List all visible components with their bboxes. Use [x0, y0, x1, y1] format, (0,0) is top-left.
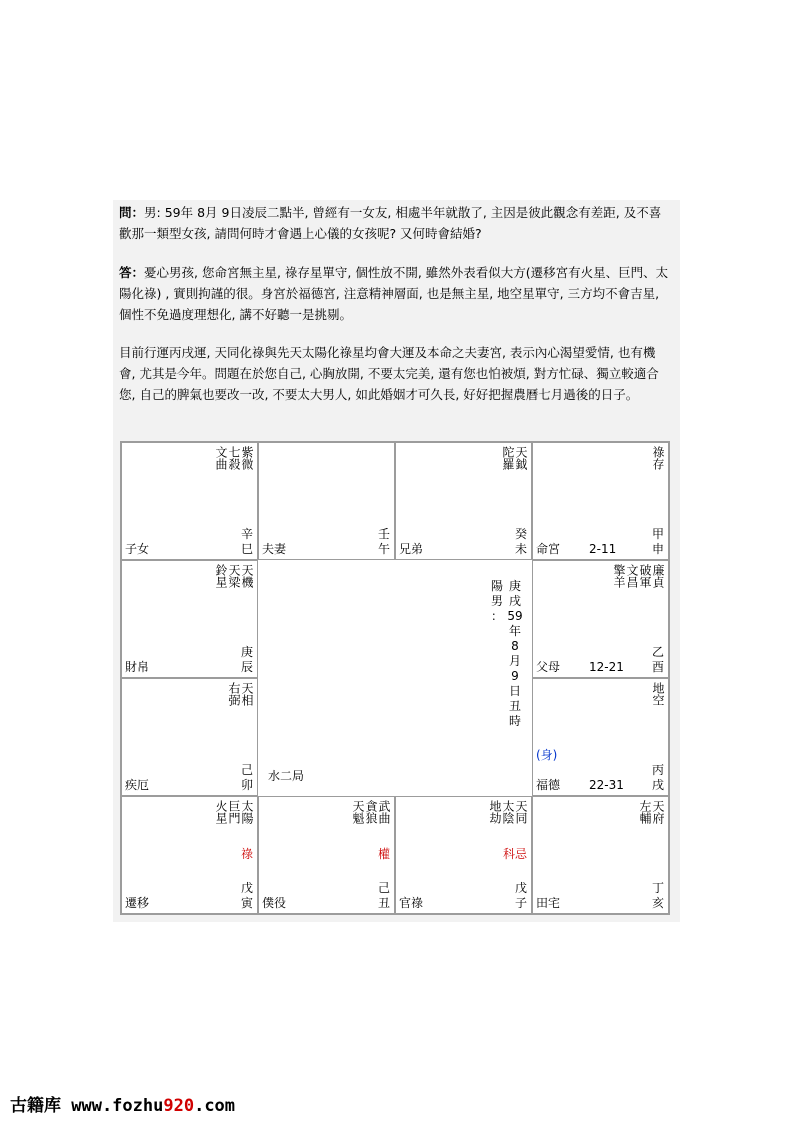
palace-name: 夫妻	[262, 542, 287, 556]
palace-stars	[215, 564, 253, 588]
heavenly-stem: 壬	[378, 527, 391, 541]
stem-branch	[241, 645, 253, 675]
star-name: 文昌	[625, 564, 639, 588]
star-name: 天同	[514, 800, 528, 824]
palace-stars	[228, 682, 253, 706]
palace-name: 田宅	[536, 896, 561, 910]
star-name: 天鉞	[514, 446, 528, 470]
site-name: 古籍库 www.fozhu	[10, 1096, 164, 1116]
heavenly-stem: 庚	[241, 645, 254, 659]
transformation-badge: 祿	[240, 847, 253, 861]
palace-chen	[121, 560, 258, 678]
palace-xu	[532, 678, 669, 796]
star-name: 祿存	[651, 446, 665, 470]
star-name: 擎羊	[612, 564, 626, 588]
stem-branch	[652, 645, 664, 675]
star-name: 右弼	[227, 682, 241, 706]
transformation-badge: 權	[377, 847, 390, 861]
earthly-branch: 辰	[241, 660, 254, 674]
heavenly-stem: 己	[378, 881, 391, 895]
site-number: 920	[163, 1096, 195, 1116]
heavenly-stem: 甲	[652, 527, 665, 541]
palace-stars	[613, 564, 664, 588]
palace-stars	[639, 800, 664, 824]
stem-branch	[652, 881, 664, 911]
palace-name: 父母	[536, 660, 561, 674]
question-label: 問：	[119, 205, 145, 220]
earthly-branch: 申	[652, 542, 665, 556]
palace-name: 命宮	[536, 542, 561, 556]
star-name: 紫微	[240, 446, 254, 470]
star-name: 陀羅	[501, 446, 515, 470]
stem-branch	[241, 881, 253, 911]
palace-zi	[395, 796, 532, 914]
earthly-branch: 亥	[652, 896, 665, 910]
earthly-branch: 未	[515, 542, 528, 556]
earthly-branch: 巳	[241, 542, 254, 556]
stem-branch	[378, 527, 390, 557]
decade-age-range: 22-31	[589, 778, 624, 792]
star-name: 天相	[240, 682, 254, 706]
advice-paragraph: 目前行運丙戌運, 天同化祿與先天太陽化祿星均會大運及本命之夫妻宮, 表示內心渴望愛情, 也有機會, 尤其是今年。問題在於您自己, 心胸放開, 不要太完美, 還有您也怕被煩, 對方忙碌、獨立較適合您, 自己的脾氣也要改一改, 不要太大男人, 如此婚姻才可久長, 好好把握農曆七月過後的日子。	[119, 345, 659, 402]
stem-branch	[241, 763, 253, 793]
star-name: 鈴星	[214, 564, 228, 588]
palace-stars	[502, 446, 527, 470]
decade-age-range: 2-11	[589, 542, 617, 556]
star-name: 破軍	[638, 564, 652, 588]
answer-paragraph	[119, 262, 671, 325]
transformation-badge: 科忌	[502, 847, 527, 861]
star-name: 貪狼	[364, 800, 378, 824]
stem-branch	[652, 527, 664, 557]
palace-name: 疾厄	[125, 778, 150, 792]
palace-hai	[532, 796, 669, 914]
palace-name: 遷移	[125, 896, 150, 910]
earthly-branch: 子	[515, 896, 528, 910]
palace-yin	[121, 796, 258, 914]
palace-si	[121, 442, 258, 560]
heavenly-stem: 戊	[241, 881, 254, 895]
answer-text: 憂心男孩, 您命宮無主星, 祿存星單守, 個性放不開, 雖然外表看似大方(遷移宮有火星、巨門、太陽化祿) , 實則拘謹的很。身宮於福德宮, 注意精神層面, 也是無主星, 地空星單守, 三方均不會吉星, 個性不免過度理想化, 講不好聽一是挑剔。	[119, 265, 669, 322]
ziwei-chart	[120, 441, 670, 915]
star-name: 武曲	[377, 800, 391, 824]
palace-name: 子女	[125, 542, 150, 556]
palace-stars	[215, 446, 253, 470]
star-name: 太陰	[501, 800, 515, 824]
star-name: 天魁	[351, 800, 365, 824]
star-name: 七殺	[227, 446, 241, 470]
star-name: 天機	[240, 564, 254, 588]
question-text: 男: 59年 8月 9日凌辰二點半, 曾經有一女友, 相處半年就散了, 主因是彼此觀念有差距, 及不喜歡那一類型女孩, 請問何時才會遇上心儀的女孩呢? 又何時會結婚?	[119, 205, 662, 241]
palace-wu	[258, 442, 395, 560]
star-name: 巨門	[227, 800, 241, 824]
star-name: 地劫	[488, 800, 502, 824]
star-name: 太陽	[240, 800, 254, 824]
palace-name: 兄弟	[399, 542, 424, 556]
palace-wei	[395, 442, 532, 560]
palace-stars	[489, 800, 527, 824]
body-palace-marker: (身)	[536, 748, 558, 762]
star-name: 天府	[651, 800, 665, 824]
palace-chou	[258, 796, 395, 914]
star-name: 文曲	[214, 446, 228, 470]
palace-stars	[652, 682, 664, 706]
earthly-branch: 丑	[378, 896, 391, 910]
five-element-bureau: 水二局	[268, 769, 305, 783]
palace-name: 福德	[536, 778, 561, 792]
palace-stars	[352, 800, 390, 824]
earthly-branch: 午	[378, 542, 391, 556]
stem-branch	[515, 527, 527, 557]
star-name: 左輔	[638, 800, 652, 824]
stem-branch	[515, 881, 527, 911]
star-name: 地空	[651, 682, 665, 706]
heavenly-stem: 乙	[652, 645, 665, 659]
earthly-branch: 戌	[652, 778, 665, 792]
heavenly-stem: 戊	[515, 881, 528, 895]
palace-mao	[121, 678, 258, 796]
palace-name: 官祿	[399, 896, 424, 910]
palace-stars	[215, 800, 253, 824]
star-name: 廉貞	[651, 564, 665, 588]
gender-column: 陽 男 ：	[490, 579, 503, 623]
heavenly-stem: 辛	[241, 527, 254, 541]
earthly-branch: 酉	[652, 660, 665, 674]
star-name: 火星	[214, 800, 228, 824]
star-name: 天梁	[227, 564, 241, 588]
palace-shen	[532, 442, 669, 560]
earthly-branch: 寅	[241, 896, 254, 910]
palace-stars	[652, 446, 664, 470]
decade-age-range: 12-21	[589, 660, 624, 674]
heavenly-stem: 丙	[652, 763, 665, 777]
stem-branch	[241, 527, 253, 557]
heavenly-stem: 丁	[652, 881, 665, 895]
heavenly-stem: 癸	[515, 527, 528, 541]
stem-branch	[652, 763, 664, 793]
stem-branch	[378, 881, 390, 911]
palace-name: 僕役	[262, 896, 287, 910]
answer-label: 答：	[119, 265, 145, 280]
chart-center	[258, 560, 532, 796]
site-watermark	[10, 1091, 235, 1116]
palace-name: 財帛	[125, 660, 150, 674]
palace-you	[532, 560, 669, 678]
heavenly-stem: 己	[241, 763, 254, 777]
birth-column: 庚 戌 59 年 8 月 9 日 丑 時	[507, 579, 523, 728]
earthly-branch: 卯	[241, 778, 254, 792]
question-paragraph	[119, 202, 671, 244]
site-tld: .com	[194, 1096, 236, 1116]
